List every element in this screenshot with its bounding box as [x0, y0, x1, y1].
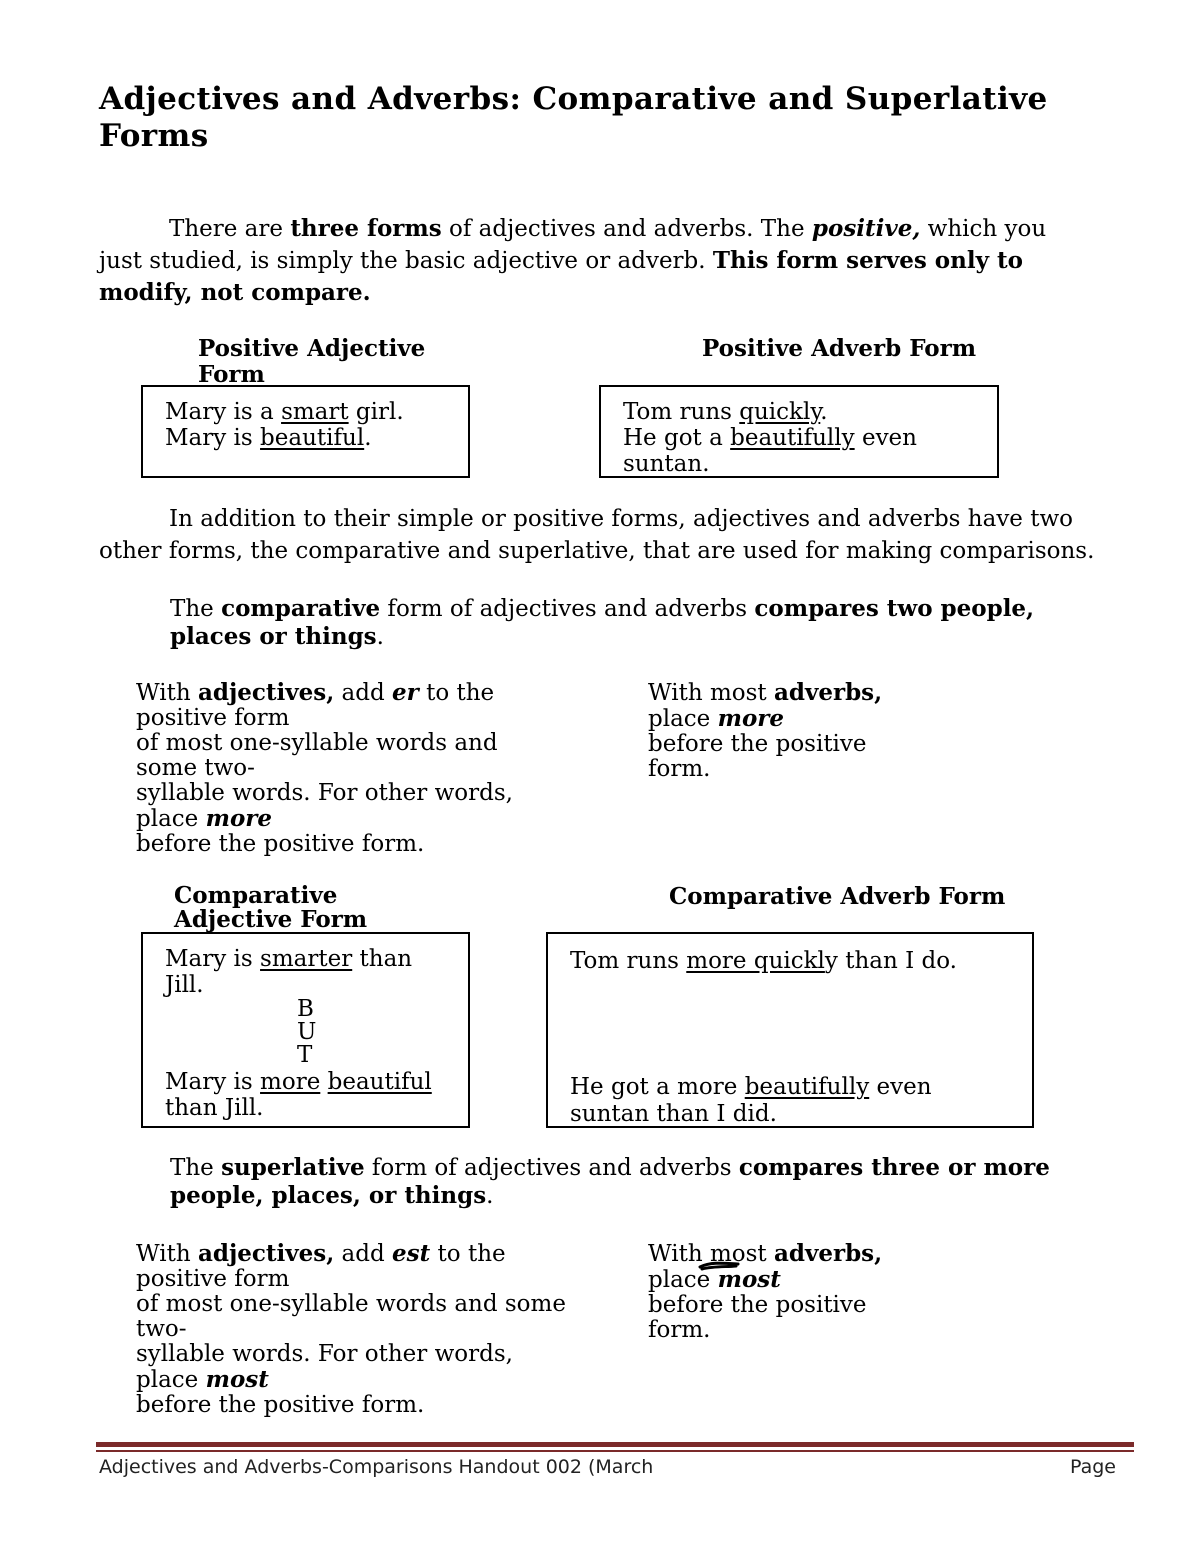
page-title: Adjectives and Adverbs: Comparative and Superlative Forms [99, 81, 1048, 154]
comparative-adverb-rule: With most adverbs, place more before the positive form. [648, 679, 883, 782]
intro-paragraph: There are three forms of adjectives and adverbs. The positive, which you just studied, is simply the basic adjective or adverb. This form serves only to modify, not compare. [99, 215, 1047, 306]
example-line: than Jill. [165, 1095, 264, 1121]
footer-left: Adjectives and Adverbs-Comparisons Handout 002 (March [99, 1456, 654, 1478]
example-line: Mary is smarter than [165, 946, 413, 972]
example-line: Jill. [165, 972, 204, 998]
footer-page: Page [1070, 1456, 1116, 1478]
addition-paragraph: In addition to their simple or positive forms, adjectives and adverbs have two other forms, the comparative and superlative, that are used for making comparisons. [99, 506, 1095, 564]
example-line: Tom runs quickly. [623, 399, 828, 425]
positive-adverb-heading: Positive Adverb Form [702, 335, 977, 362]
ink-scribble-mark [698, 1258, 742, 1272]
example-line: Mary is more beautiful [165, 1069, 432, 1095]
comparative-adverb-heading: Comparative Adverb Form [669, 883, 1006, 910]
positive-adjective-box [141, 385, 470, 478]
example-line: suntan than I did. [570, 1101, 777, 1127]
example-line: Mary is a smart girl. [165, 399, 404, 425]
superlative-intro: The superlative form of adjectives and adverbs compares three or more people, places, or things. [170, 1154, 1050, 1209]
footer-rule-thin [96, 1450, 1134, 1452]
comparative-adjective-heading: Comparative Adjective Form [174, 882, 368, 933]
but-vertical: B U T [297, 996, 317, 1068]
positive-adverb-box [599, 385, 999, 478]
comparative-adjective-box [141, 932, 470, 1128]
comparative-adverb-box [546, 932, 1034, 1128]
superlative-adverb-rule: With most adverbs, place most before the positive form. [648, 1240, 883, 1343]
example-line: Tom runs more quickly than I do. [570, 948, 957, 974]
comparative-adjective-rule: With adjectives, add er to the positive form of most one-syllable words and some two- syllable words. For other words, place more before the positive form. [136, 679, 513, 857]
example-line: Mary is beautiful. [165, 425, 372, 451]
superlative-adjective-rule: With adjectives, add est to the positive form of most one-syllable words and some two- syllable words. For other words, place most before the positive form. [136, 1240, 566, 1418]
comparative-intro: The comparative form of adjectives and adverbs compares two people, places or things. [170, 595, 1035, 650]
example-line: He got a more beautifully even [570, 1074, 932, 1100]
positive-adjective-heading: Positive Adjective Form [198, 335, 426, 388]
example-line: He got a beautifully even suntan. [623, 425, 917, 477]
footer-rule-thick [96, 1442, 1134, 1447]
